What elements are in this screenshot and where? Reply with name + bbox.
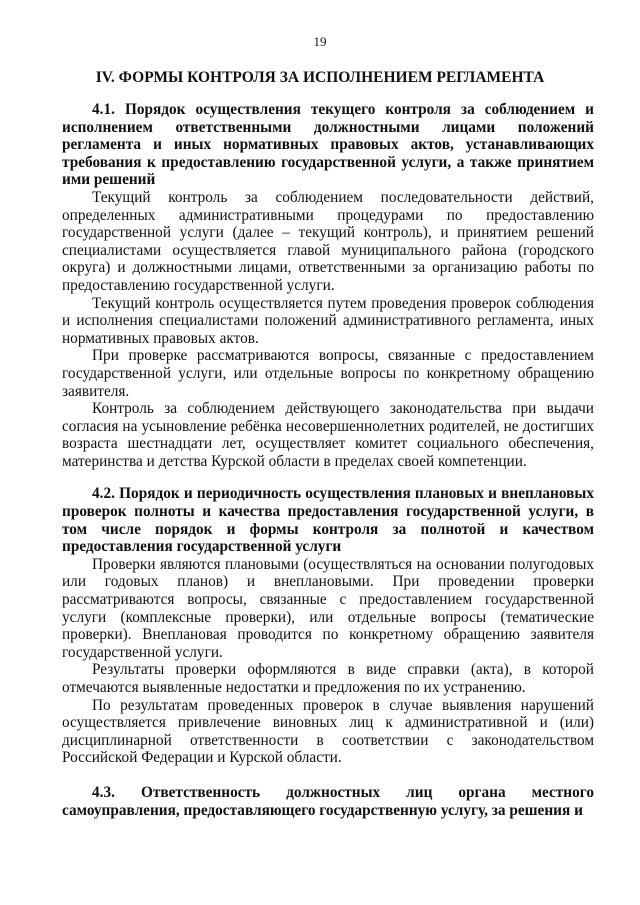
page-body — [62, 101, 594, 819]
page-number: 19 — [313, 34, 327, 49]
chapter-heading: IV. ФОРМЫ КОНТРОЛЯ ЗА ИСПОЛНЕНИЕМ РЕГЛАМЕНТА — [95, 69, 545, 86]
section-4-1-title: 4.1. Порядок осуществления текущего контроля за соблюдением и исполнением ответственными должностными лицами положений регламента и иных нормативных правовых актов, устанавливающих требования к предоставлению государственной услуги, а также принятием ими решений — [62, 101, 594, 189]
section-4-2-paragraph: По результатам проведенных проверок в случае выявления нарушений осуществляется привлечение виновных лиц к административной и (или) дисциплинарной ответственности в соответствии с законодательством Российской Федерации и Курской области. — [62, 696, 594, 767]
section-4-1-paragraph: Текущий контроль осуществляется путем проведения проверок соблюдения и исполнения специалистами положений административного регламента, иных нормативных правовых актов. — [62, 294, 594, 347]
section-4-2-paragraph: Проверки являются плановыми (осуществляться на основании полугодовых или годовых планов) и внеплановыми. При проведении проверки рассматриваются вопросы, связанные с предоставлением государственной услуги (комплексные проверки), или отдельные вопросы (тематические проверки). Внеплановая проводится по конкретному обращению заявителя государственной услуги. — [62, 555, 594, 661]
section-4-1-paragraph: Контроль за соблюдением действующего законодательства при выдачи согласия на усыновление ребёнка несовершеннолетних родителей, не достигших возраста шестнадцати лет, осуществляет комитет социального обеспечения, материнства и детства Курской области в пределах своей компетенции. — [62, 400, 594, 470]
section-4-1-paragraph: При проверке рассматриваются вопросы, связанные с предоставлением государственной услуги, или отдельные вопросы по конкретному обращению заявителя. — [62, 347, 594, 400]
section-4-1-paragraph: Текущий контроль за соблюдением последовательности действий, определенных административными процедурами по предоставлению государственной услуги (далее – текущий контроль), и принятием решений специалистами осуществляется главой муниципального района (городского округа) и должностными лицами, ответственными за организацию работы по предоставлению государственной услуги. — [62, 188, 594, 294]
section-4-2-title: 4.2. Порядок и периодичность осуществления плановых и внеплановых проверок полноты и качества предоставления государственной услуги, в том числе порядок и формы контроля за полнотой и качеством предоставления государственной услуги — [62, 485, 594, 556]
section-4-2-paragraph: Результаты проверки оформляются в виде справки (акта), в которой отмечаются выявленные недостатки и предложения по их устранению. — [62, 661, 594, 696]
section-4-3-title: 4.3. Ответственность должностных лиц органа местного самоуправления, предоставляющего государственную услугу, за решения и — [62, 783, 594, 819]
